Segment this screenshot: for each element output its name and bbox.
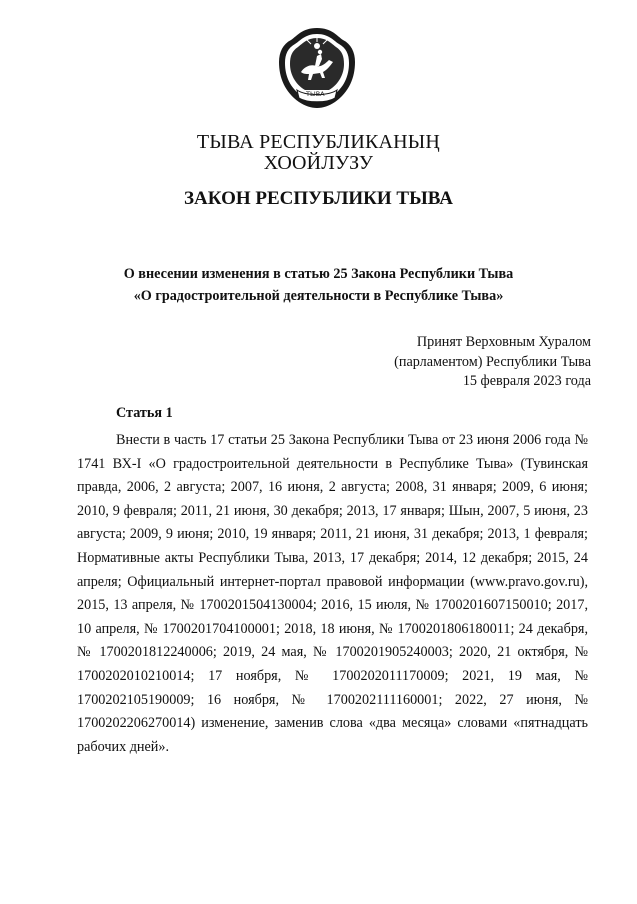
subject-line1: О внесении изменения в статью 25 Закона Республики Тыва xyxy=(123,266,514,282)
adopted-line1: Принят Верховным Хуралом xyxy=(416,334,591,350)
subject-line2: «О градостроительной деятельности в Республике Тыва» xyxy=(133,288,504,304)
emblem-caption: ТЫВА xyxy=(306,90,325,98)
coat-of-arms-emblem xyxy=(277,26,357,110)
law-heading: ЗАКОН РЕСПУБЛИКИ ТЫВА xyxy=(184,188,453,209)
republic-name-line1: ТЫВА РЕСПУБЛИКАНЫҢ xyxy=(196,131,441,153)
article-body-text: Внести в часть 17 статьи 25 Закона Республики Тыва от 23 июня 2006 года № 1741 ВХ-I «О градостроительной деятельности в Республике Тыва» (Тувинская правда, 2006, 2 августа; 2007, 16 июня, 2 августа; 2008, 31 января; 2009, 6 июня; 2010, 9 февраля; 2011, 21 июня, 30 декабря; 2013, 17 января; Шын, 2007, 5 июня, 23 августа; 2009, 9 июня; 2010, 19 января; 2011, 21 июня, 31 декабря; 2013, 1 февраля; Нормативные акты Республики Тыва, 2013, 17 декабря; 2014, 12 декабря; 2015, 24 апреля; Официальный интернет-портал правовой информации (www.pravo.gov.ru), 2015, 13 апреля, № 1700201504130004; 2016, 15 июля, № 1700201607150010; 2017, 10 апреля, № 1700201704100001; 2018, 18 июня, № 1700201806180011; 24 декабря, № 1700201812240006; 2019, 24 мая, № 1700201905240003; 2020, 21 октября, № 1700202010210014; 17 ноября, № 1700202011170009; 2021, 19 мая, № 1700202105190009; 16 ноября, № 1700202111160001; 2022, 27 июня, № 1700202206270014) изменение, заменив слова «два месяца» словами «пятнадцать рабочих дней». xyxy=(77,432,588,755)
republic-name-line2: ХООЙЛУЗУ xyxy=(263,152,374,174)
adopted-line2: (парламентом) Республики Тыва xyxy=(394,354,591,370)
adopted-date: 15 февраля 2023 года xyxy=(462,373,591,389)
article-heading: Статья 1 xyxy=(116,405,173,421)
